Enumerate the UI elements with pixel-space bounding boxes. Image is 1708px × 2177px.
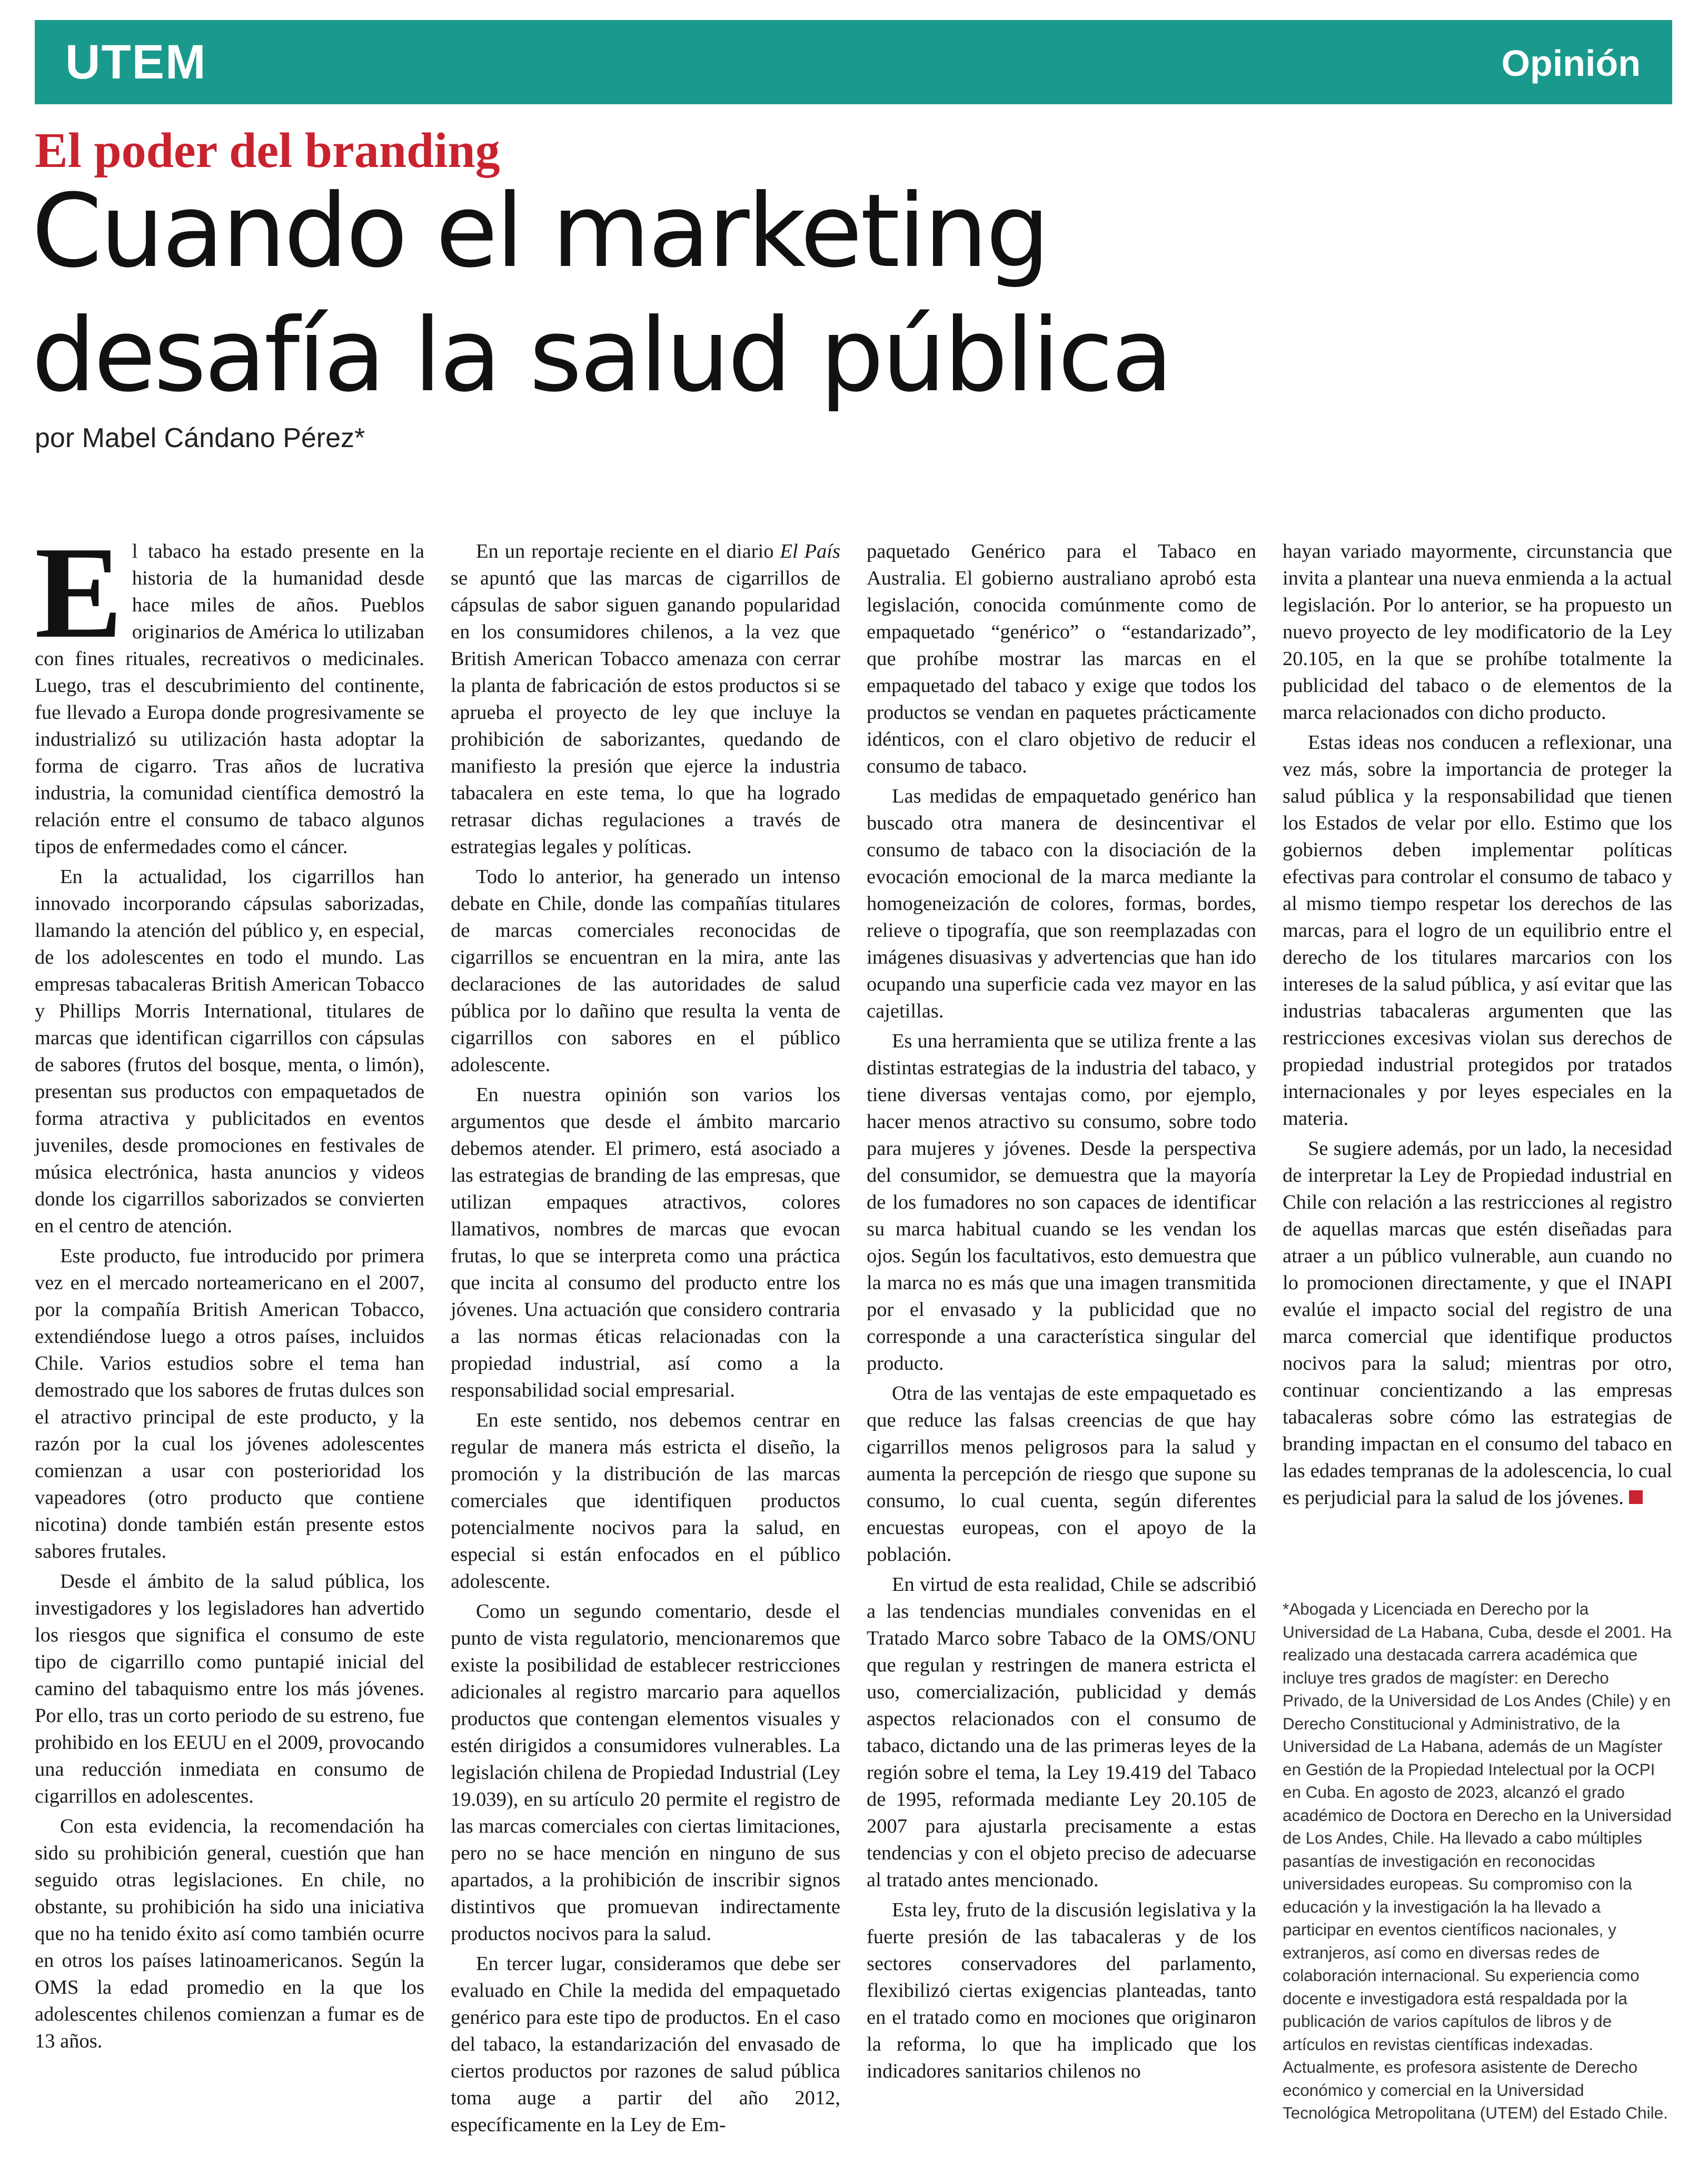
newspaper-name: El País	[780, 540, 840, 562]
article-byline: por Mabel Cándano Pérez*	[35, 423, 365, 453]
paragraph: Estas ideas nos conducen a reflexionar, una vez más, sobre la importancia de proteger la salud pública y la responsabilidad que tienen los Estados de velar por ello. Estimo que los gobiernos deben implementar políticas efectivas para controlar el consumo de tabaco y al mismo tiempo respetar los derechos de las marcas, para el logro de un equilibrio entre el derecho de los titulares marcarios con los intereses de la salud pública, y así evitar que las industrias tabacaleras argumenten que las restricciones excesivas violan sus derechos de propiedad industrial protegidos por tratados internacionales y por leyes especiales en la materia.	[1283, 731, 1672, 1130]
paragraph: Todo lo anterior, ha generado un intenso debate en Chile, donde las compañías titulares de marcas comerciales reconocidas de cigarrillos se encuentran en la mira, ante las declaraciones de las autoridades de salud pública por lo dañino que resulta la venta de cigarrillos con sabores en el público adolescente.	[451, 866, 840, 1076]
article-kicker: El poder del branding	[35, 123, 500, 178]
paragraph: En tercer lugar, consideramos que debe ser evaluado en Chile la medida del empaquetado genérico para este tipo de productos. En el caso del tabaco, la estandarización del envasado de ciertos productos por razones de salud pública toma auge a partir del año 2012, específicamente en la Ley de Em-	[451, 1953, 840, 2136]
paragraph: Es una herramienta que se utiliza frente a las distintas estrategias de la industria del tabaco, y tiene diversas ventajas como, por ejemplo, hacer menos atractivo su consumo, sobre todo para mujeres y jóvenes. Desde la perspectiva del consumidor, se demuestra que la mayoría de los fumadores no son capaces de identificar su marca habitual cuando se les vendan los ojos. Según los facultativos, esto demuestra que la marca no es más que una imagen transmitida por el envasado y la publicidad que no corresponde a una característica singular del producto.	[867, 1030, 1256, 1374]
end-of-article-square-icon	[1629, 1490, 1643, 1504]
article-column-4	[1283, 538, 1672, 1515]
paragraph: En virtud de esta realidad, Chile se adscribió a las tendencias mundiales convenidas en el Tratado Marco sobre Tabaco de la OMS/ONU que regulan y restringen de manera estricta el uso, comercialización, publicidad y demás aspectos relacionados con el consumo de tabaco, dictando una de las primeras leyes de la región sobre el tema, la Ley 19.419 del Tabaco de 1995, reformada mediante Ley 20.105 de 2007 para ajustarla precisamente a estas tendencias y con el objeto preciso de adecuarse al tratado antes mencionado.	[867, 1574, 1256, 1891]
paragraph: Esta ley, fruto de la discusión legislativa y la fuerte presión de las tabacaleras y de los sectores conservadores del parlamento, flexibilizó ciertas exigencias planteadas, tanto en el tratado como en mociones que originaron la reforma, lo que ha implicado que los indicadores sanitarios chilenos no	[867, 1899, 1256, 2082]
paragraph: Con esta evidencia, la recomendación ha sido su prohibición general, cuestión que han seguido otras legislaciones. En chile, no obstante, su prohibición ha sido una iniciativa que no ha tenido éxito así como también ocurre en otros los países latinoamericanos. Según la OMS la edad promedio en la que los adolescentes chilenos comienzan a fumar es de 13 años.	[35, 1815, 424, 2052]
paragraph: Este producto, fue introducido por primera vez en el mercado norteamericano en el 2007, por la compañía British American Tobacco, extendiéndose luego a otros países, incluidos Chile. Varios estudios sobre el tema han demostrado que los sabores de frutas dulces son el atractivo principal de este producto, y la razón por la cual los jóvenes adolescentes comienzan a usar con posterioridad los vapeadores (otro producto que contiene nicotina) donde también están presente estos sabores frutales.	[35, 1245, 424, 1562]
section-label[interactable]: Opinión	[1501, 43, 1641, 84]
paragraph: paquetado Genérico para el Tabaco en Australia. El gobierno australiano aprobó esta legislación, conocida comúnmente como de empaquetado “genérico” o “estandarizado”, que prohíbe mostrar las marcas en el empaquetado del tabaco y exige que todos los productos se vendan en paquetes prácticamente idénticos, con el claro objetivo de reducir el consumo de tabaco.	[867, 540, 1256, 777]
paragraph: Las medidas de empaquetado genérico han buscado otra manera de desincentivar el consumo de tabaco con la disociación de la evocación emocional de la marca mediante la homogeneización de colores, formas, bordes, relieve o tipografía, que son reemplazadas con imágenes disuasivas y advertencias que han ido ocupando una superficie cada vez mayor en las cajetillas.	[867, 785, 1256, 1022]
paragraph: Desde el ámbito de la salud pública, los investigadores y los legisladores han advertido los riesgos que significa el consumo de este tipo de cigarrillo como puntapié inicial del camino del tabaquismo entre los más jóvenes. Por ello, tras un corto periodo de su estreno, fue prohibido en los EEUU en el 2009, provocando una reducción inmediata en consumo de cigarrillos en adolescentes.	[35, 1570, 424, 1807]
article-headline: Cuando el marketing desafía la salud pública	[32, 173, 1171, 414]
paragraph: El tabaco ha estado presente en la historia de la humanidad desde hace miles de años. Pueblos originarios de América lo utilizaban con fines rituales, recreativos o medicinales. Luego, tras el descubrimiento del continente, fue llevado a Europa donde progresivamente se industrializó su utilización hasta adoptar la forma de cigarro. Tras años de lucrativa industria, la comunidad científica demostró la relación entre el consumo de tabaco algunos tipos de enfermedades como el cáncer.	[35, 520, 424, 858]
paragraph: En este sentido, nos debemos centrar en regular de manera más estricta el diseño, la promoción y la distribución de las marcas comerciales que identifiquen productos potencialmente nocivos para la salud, en especial si están enfocados en el público adolescente.	[451, 1409, 840, 1592]
paragraph: Como un segundo comentario, desde el punto de vista regulatorio, mencionaremos que existe la posibilidad de establecer restricciones adicionales al registro marcario para aquellos productos que contengan elementos visuales y estén dirigidos a consumidores vulnerables. La legislación chilena de Propiedad Industrial (Ley 19.039), en su artículo 20 permite el registro de las marcas comerciales con ciertas limitaciones, pero no se hace mención en ninguno de sus apartados, a la prohibición de inscribir signos distintivos que promuevan indirectamente productos nocivos para la salud.	[451, 1600, 840, 1945]
paragraph: En la actualidad, los cigarrillos han innovado incorporando cápsulas saborizadas, llamando la atención del público y, en especial, de los adolescentes en todo el mundo. Las empresas tabacaleras British American Tobacco y Phillips Morris International, titulares de marcas que identifican cigarrillos con cápsulas de sabores (frutos del bosque, menta, o limón), presentan sus productos con empaquetados de forma atractiva y publicitados en eventos juveniles, desde promociones en festivales de música electrónica, hasta anuncios y videos donde los cigarrillos saborizados se convierten en el centro de atención.	[35, 866, 424, 1237]
paragraph: Se sugiere además, por un lado, la necesidad de interpretar la Ley de Propiedad industrial en Chile con relación a las restricciones al registro de aquellas marcas que estén diseñadas para atraer a un público vulnerable, aun cuando no lo promocionen directamente, y que el INAPI evalúe el impacto social del registro de una marca comercial que identifique productos nocivos para la salud; mientras por otro, continuar concientizando a las empresas tabacaleras sobre cómo las estrategias de branding impactan en el consumo del tabaco en las edades tempranas de la adolescencia, lo cual es perjudicial para la salud de los jóvenes.	[1283, 1137, 1672, 1509]
paragraph: En nuestra opinión son varios los argumentos que desde el ámbito marcario debemos atender. El primero, está asociado a las estrategias de branding de las empresas, que utilizan empaques atractivos, colores llamativos, nombres de marcas que evocan frutas, lo que se interpreta como una práctica que incita al consumo del producto entre los jóvenes. Una actuación que considero contraria a las normas éticas relacionadas con la propiedad industrial, así como a la responsabilidad social empresarial.	[451, 1084, 840, 1401]
paragraph: hayan variado mayormente, circunstancia que invita a plantear una nueva enmienda a la actual legislación. Por lo anterior, se ha propuesto un nuevo proyecto de ley modificatorio de la Ley 20.105, en la que se prohíbe totalmente la publicidad del tabaco o de elementos de la marca relacionados con dicho producto.	[1283, 540, 1672, 724]
article-column-3	[867, 538, 1256, 2088]
header-bar	[35, 20, 1672, 104]
author-note: *Abogada y Licenciada en Derecho por la Universidad de La Habana, Cuba, desde el 2001. Ha realizado una destacada carrera académica que incluye tres grados de magíster: en Derecho Privado, de la Universidad de Los Andes (Chile) y en Derecho Constitucional y Administrativo, de la Universidad de La Habana, además de un Magíster en Gestión de la Propiedad Intelectual por la OCPI en Cuba. En agosto de 2023, alcanzó el grado académico de Doctora en Derecho en la Universidad de Los Andes, Chile. Ha llevado a cabo múltiples pasantías de investigación en reconocidas universidades europeas. Su compromiso con la educación y la investigación la ha llevado a participar en eventos científicos nacionales, y extranjeros, así como en diversas redes de colaboración internacional. Su experiencia como docente e investigadora está respaldada por la publicación de varios capítulos de libros y de artículos en revistas científicas indexadas. Actualmente, es profesora asistente de Derecho económico y comercial en la Universidad Tecnológica Metropolitana (UTEM) del Estado Chile.	[1283, 1599, 1672, 2122]
article-column-1	[35, 520, 424, 2058]
brand-logo[interactable]: UTEM	[65, 35, 207, 89]
article-column-2	[451, 538, 840, 2142]
drop-cap: E	[35, 520, 123, 666]
paragraph: En un reportaje reciente en el diario El País se apuntó que las marcas de cigarrillos de cápsulas de sabor siguen ganando popularidad en los consumidores chilenos, a la vez que British American Tobacco amenaza con cerrar la planta de fabricación de estos productos si se aprueba el proyecto de ley que incluye la prohibición de saborizantes, quedando de manifiesto la presión que ejerce la industria tabacalera en este tema, lo que ha logrado retrasar dichas regulaciones a través de estrategias legales y políticas.	[451, 540, 840, 858]
paragraph: Otra de las ventajas de este empaquetado es que reduce las falsas creencias de que hay cigarrillos menos peligrosos para la salud y aumenta la percepción de riesgo que supone su consumo, lo cual cuenta, según diferentes encuestas europeas, con el apoyo de la población.	[867, 1382, 1256, 1566]
